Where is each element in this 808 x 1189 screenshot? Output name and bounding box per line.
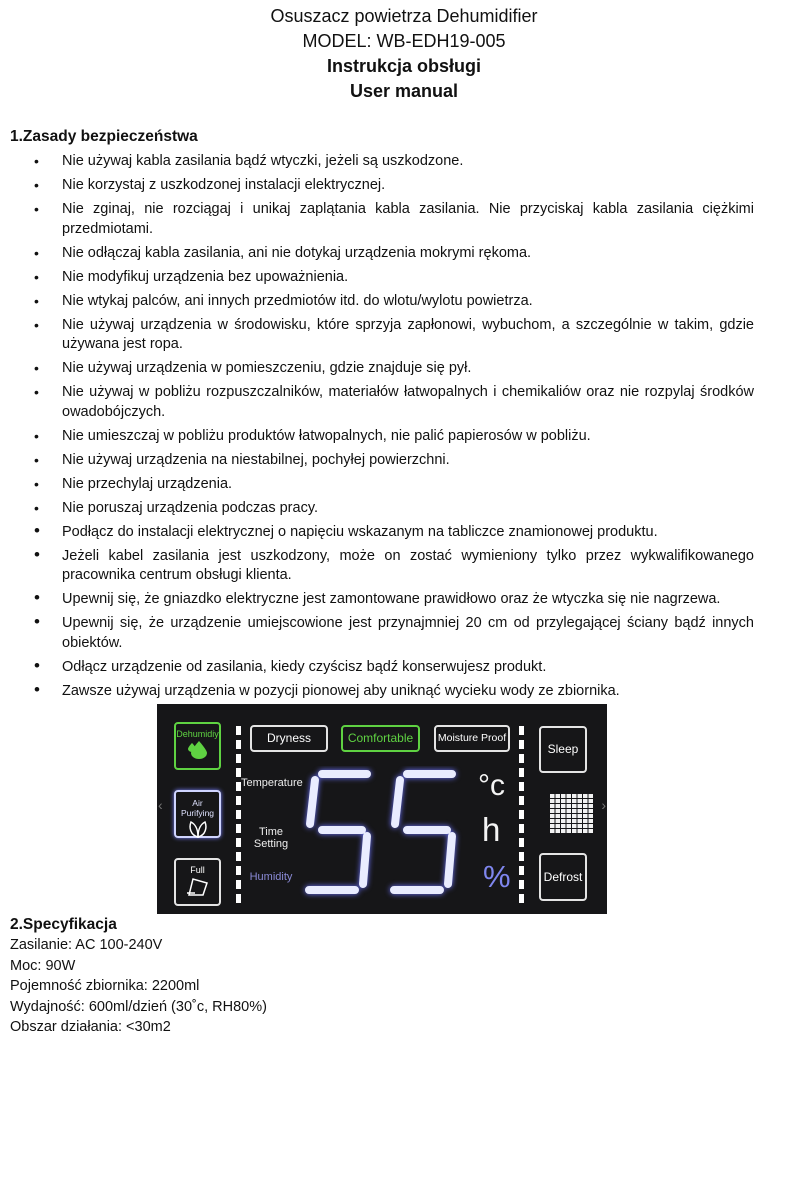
grid-matrix-icon [549,793,593,833]
safety-rule-text: Nie modyfikuj urządzenia bez upoważnienia. [62,268,349,285]
bullet-icon: • [34,544,40,564]
bullet-icon: • [34,520,40,540]
bullet-icon: • [34,360,39,376]
safety-rule-text: Nie używaj urządzenia na niestabilnej, pochyłej powierzchni. [62,451,450,468]
spec-list [10,935,267,1038]
safety-rule-item [0,499,808,519]
temperature-label: Temperature [241,777,303,789]
safety-rule-text: Jeżeli kabel zasilania jest uszkodzony, może on zostać wymieniony tylko przez wykwalifikowanego pracownika centrum obsługi klienta. [62,547,754,583]
title-line-2: MODEL: WB-EDH19-005 [302,31,506,51]
safety-rule-text: Nie używaj w pobliżu rozpuszczalników, materiałów łatwopalnych i chemikaliów oraz nie rozpylaj środków owadobójczych. [62,384,754,420]
celsius-unit: °c [478,769,505,802]
bullet-icon: • [34,316,39,333]
safety-rule-item [0,520,808,543]
safety-rule-item [0,590,808,610]
water-bucket-icon [185,875,211,897]
safety-rule-text: Nie przechylaj urządzenia. [62,475,233,492]
safety-rules-list [0,152,808,706]
bullet-icon: • [34,451,39,468]
safety-rule-item [0,292,808,312]
safety-rule-text: Upewnij się, że urządzenie umiejscowione jest przynajmniej 20 cm od przylegającej ściany bądź innych obiektów. [62,615,754,651]
safety-rule-text: Nie zginaj, nie rozciągaj i unikaj zaplątania kabla zasilania. Nie przyciskaj kabla zasilania ciężkimi przedmiotami. [62,201,754,237]
dehumidify-label: Dehumidiy [176,729,219,739]
water-drops-icon [187,739,209,759]
time-setting-label: Time Setting [253,826,289,850]
safety-rule-item [0,451,808,471]
bullet-icon: • [34,612,40,631]
bullet-icon: • [34,268,39,285]
bullet-icon: • [34,292,39,309]
spec-heading: 2.Specyfikacja [10,916,117,933]
safety-rule-item [0,544,808,586]
full-label: Full [190,865,205,875]
seven-segment-display [297,766,477,900]
air-purifying-label: Air Purifying [180,798,215,818]
bullet-icon: • [34,153,39,169]
safety-rule-item [0,316,808,355]
dryness-mode: Dryness [250,725,328,752]
leaf-icon [185,818,211,838]
spec-line: Obszar działania: <30m2 [10,1019,171,1035]
safety-rule-text: Nie używaj urządzenia w środowisku, które sprzyja zapłonowi, wybuchom, a szczególnie w takim, gdzie używana jest ropa. [62,316,754,352]
safety-rule-text: Nie korzystaj z uszkodzonej instalacji elektrycznej. [62,177,386,193]
dehumidify-mode-icon [174,722,221,770]
right-arrow-icon: › [601,797,606,813]
safety-rule-item [0,679,808,702]
safety-rule-item [0,244,808,264]
spec-line: Pojemność zbiornika: 2200ml [10,978,200,994]
safety-rule-item [0,475,808,495]
bullet-icon: • [34,244,39,261]
safety-rule-text: Nie umieszczaj w pobliżu produktów łatwopalnych, nie palić papierosów w pobliżu. [62,427,591,444]
bullet-icon: • [34,655,40,675]
safety-rule-item [0,383,808,422]
left-arrow-icon: ‹ [158,797,163,813]
spec-line: Zasilanie: AC 100-240V [10,937,163,953]
moisture-proof-mode: Moisture Proof [434,725,510,752]
safety-rule-item [0,152,808,172]
bullet-icon: • [34,679,40,699]
title-line-4: User manual [349,81,459,101]
safety-rule-item [0,268,808,288]
defrost-button: Defrost [539,853,587,901]
spec-line: Wydajność: 600ml/dzień (30˚c, RH80%) [10,998,267,1015]
left-level-bar [236,726,241,906]
safety-rule-text: Podłącz do instalacji elektrycznej o napięciu wskazanym na tabliczce znamionowej produktu. [62,523,658,540]
safety-rule-item [0,176,808,196]
safety-rule-text: Zawsze używaj urządzenia w pozycji pionowej aby uniknąć wycieku wody ze zbiornika. [62,682,620,699]
bullet-icon: • [34,177,39,193]
sleep-button: Sleep [539,726,587,773]
comfortable-mode: Comfortable [341,725,420,752]
safety-rule-text: Nie używaj urządzenia w pomieszczeniu, gdzie znajduje się pył. [62,360,472,376]
percent-unit: % [483,859,511,894]
bullet-icon: • [34,588,40,607]
safety-rule-text: Nie poruszaj urządzenia podczas pracy. [62,499,319,516]
safety-rule-item [0,655,808,678]
bullet-icon: • [34,499,39,516]
bullet-icon: • [34,384,39,400]
safety-rule-item [0,200,808,239]
safety-rule-text: Upewnij się, że gniazdko elektryczne jest zamontowane prawidłowo oraz że wtyczka się nie nagrzewa. [62,591,721,607]
bullet-icon: • [34,201,39,217]
humidity-label: Humidity [249,871,293,883]
spec-line: Moc: 90W [10,957,76,974]
full-tank-icon [174,858,221,906]
safety-rule-item [0,427,808,447]
air-purifying-mode-icon [174,790,221,838]
safety-rule-item [0,614,808,653]
safety-heading: 1.Zasady bezpieczeństwa [10,128,198,145]
safety-rule-text: Odłącz urządzenie od zasilania, kiedy czyścisz bądź konserwujesz produkt. [62,658,547,675]
bullet-icon: • [34,475,39,492]
safety-rule-text: Nie odłączaj kabla zasilania, ani nie dotykaj urządzenia mokrymi rękoma. [62,244,532,261]
document-header [0,4,808,104]
safety-rule-item [0,359,808,379]
right-level-bar [519,726,524,906]
safety-rule-text: Nie wtykaj palców, ani innych przedmiotów itd. do wlotu/wylotu powietrza. [62,292,533,309]
hour-unit: h [482,811,501,848]
bullet-icon: • [34,427,39,444]
title-line-3: Instrukcja obsługi [326,56,482,76]
title-line-1: Osuszacz powietrza Dehumidifier [270,6,538,26]
control-panel-image [157,704,607,914]
safety-rule-text: Nie używaj kabla zasilania bądź wtyczki, jeżeli są uszkodzone. [62,153,464,169]
